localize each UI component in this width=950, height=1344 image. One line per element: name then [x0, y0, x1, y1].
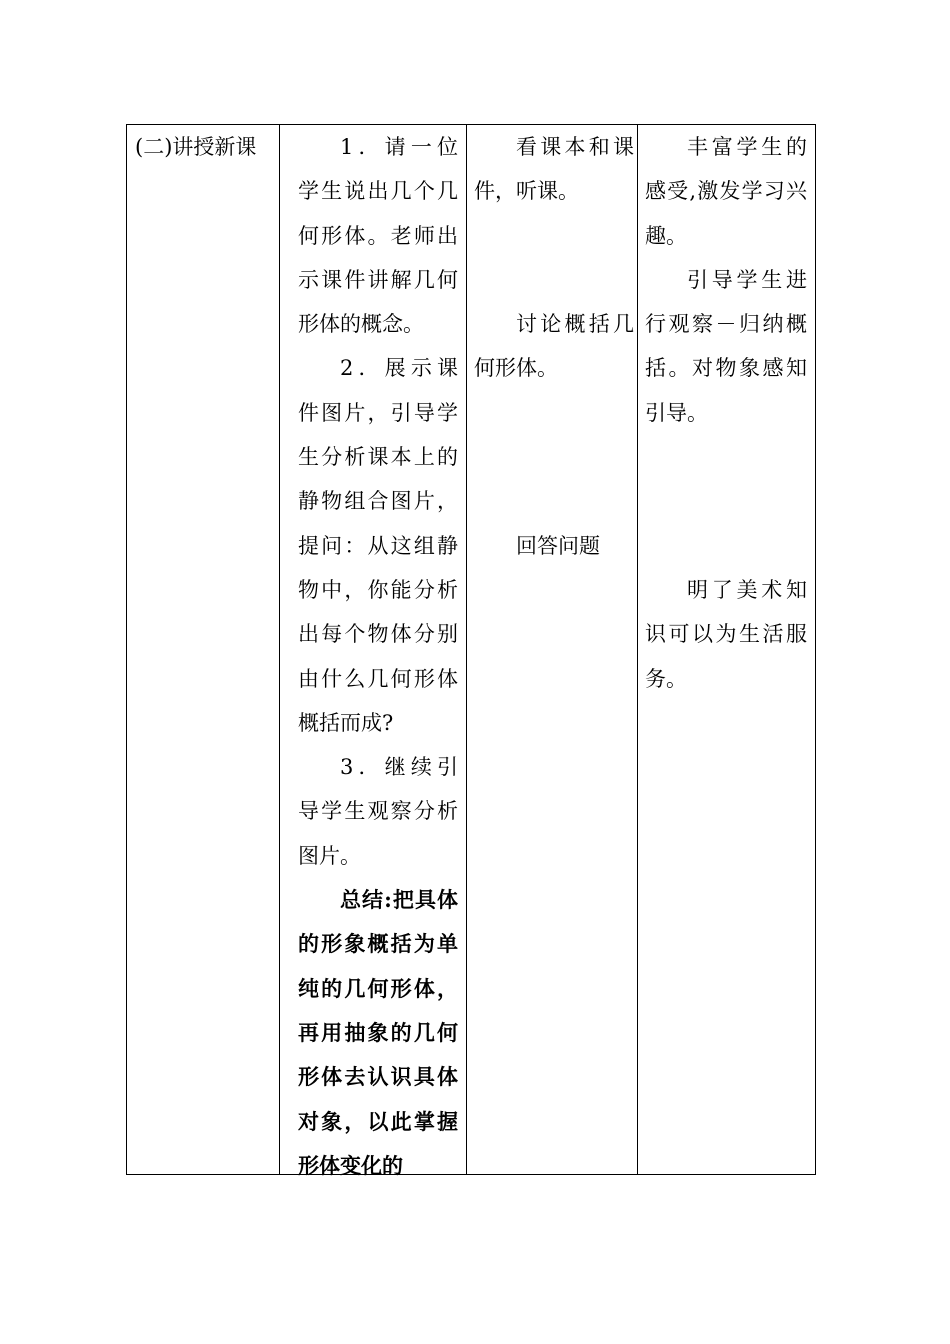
- teacher-activity-cell: [298, 125, 458, 1188]
- column-divider: [637, 125, 638, 1174]
- teacher-step-3: 3．继续引导学生观察分析图片。: [298, 755, 458, 868]
- design-intent-cell: [645, 125, 807, 701]
- student-activity-cell: [474, 125, 634, 568]
- student-activity-2: 讨论概括几何形体。: [474, 312, 634, 381]
- stage-label: (二)讲授新课: [135, 135, 257, 159]
- teacher-summary: 总结:把具体的形象概括为单纯的几何形体，再用抽象的几何形体去认识具体对象，以此掌握形体变化的: [298, 887, 458, 1178]
- design-intent-3: 明了美术知识可以为生活服务。: [645, 577, 807, 691]
- stage-cell: [135, 125, 275, 169]
- column-divider: [279, 125, 280, 1174]
- lesson-table: [126, 124, 816, 1178]
- column-divider: [466, 125, 467, 1174]
- design-intent-1: 丰富学生的感受,激发学习兴趣。: [645, 135, 807, 248]
- student-activity-3: 回答问题: [516, 533, 600, 558]
- student-activity-1: 看课本和课件，听课。: [474, 135, 634, 204]
- design-intent-2: 引导学生进行观察－归纳概括。对物象感知引导。: [645, 267, 807, 425]
- teacher-step-2: 2．展示课件图片，引导学生分析课本上的静物组合图片，提问：从这组静物中，你能分析出每个物体分别由什么几何形体概括而成?: [298, 356, 458, 735]
- teacher-step-1: 1．请一位学生说出几个几何形体。老师出示课件讲解几何形体的概念。: [298, 135, 458, 337]
